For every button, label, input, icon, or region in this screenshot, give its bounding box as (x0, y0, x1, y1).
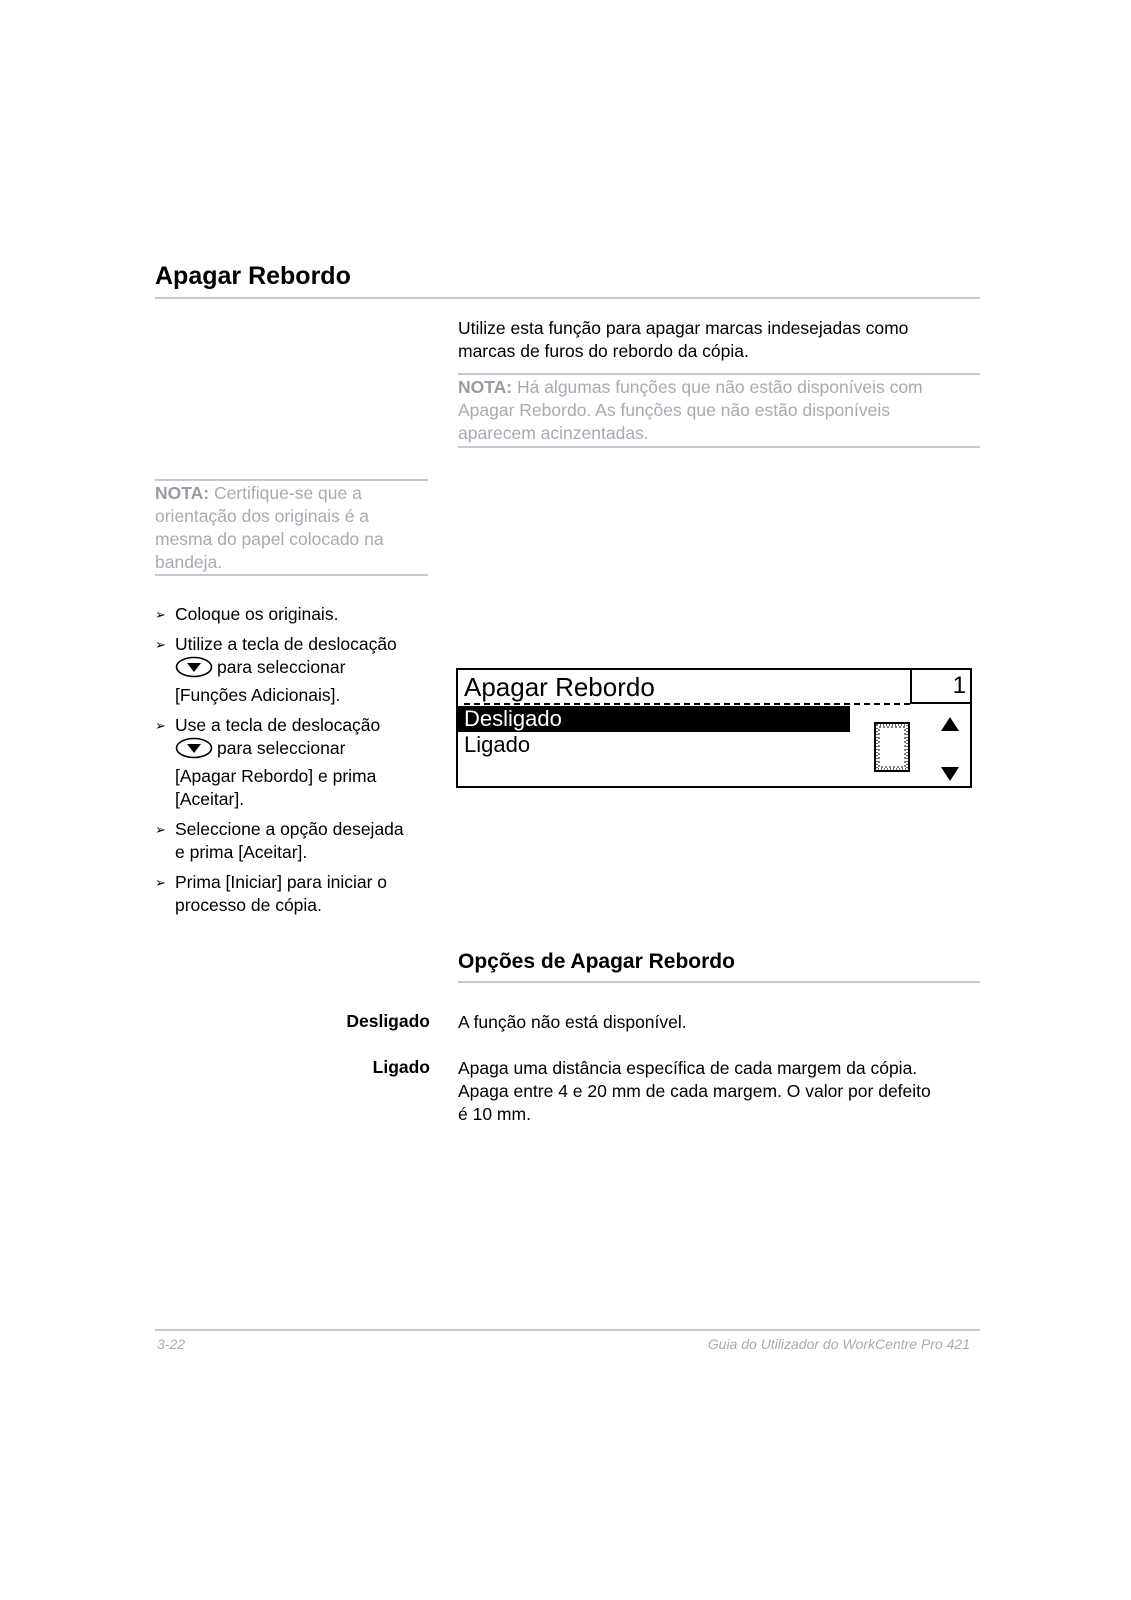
intro-line: Utilize esta função para apagar marcas indesejadas como (458, 318, 909, 338)
arrowhead-bullet-icon: ➢ (155, 822, 166, 837)
note-text: aparecem acinzentadas. (458, 423, 649, 443)
arrowhead-bullet-icon: ➢ (155, 637, 166, 652)
footer-guide-title: Guia do Utilizador do WorkCentre Pro 421 (707, 1336, 970, 1352)
lcd-page-box (910, 668, 972, 704)
note-text: Há algumas funções que não estão disponíveis com (512, 377, 923, 397)
lcd-divider (464, 703, 910, 705)
note-text: Apagar Rebordo. As funções que não estão disponíveis (458, 400, 890, 420)
note-right (458, 376, 983, 445)
lcd-title: Apagar Rebordo (464, 672, 655, 702)
note-left-bottom-rule (155, 574, 428, 576)
step-text: Coloque os originais. (175, 604, 339, 624)
step-text: Seleccione a opção desejada (175, 819, 404, 839)
note-text: orientação dos originais é a (155, 506, 370, 526)
intro-paragraph (458, 317, 978, 363)
step-text: [Aceitar]. (175, 789, 245, 809)
step-text: e prima [Aceitar]. (175, 842, 308, 862)
options-rule (458, 981, 980, 983)
option-desc-line: Apaga uma distância específica de cada margem da cópia. (458, 1058, 918, 1078)
footer-page-number: 3-22 (157, 1336, 186, 1352)
step-text: Utilize a tecla de deslocação (175, 634, 397, 654)
option-term-on: Ligado (372, 1057, 430, 1077)
note-left (155, 482, 430, 574)
lcd-screen (456, 668, 972, 788)
note-left-top-rule (155, 479, 428, 481)
list-item (155, 714, 430, 811)
step-text: [Funções Adicionais]. (175, 685, 341, 705)
scroll-down-key-icon (175, 656, 213, 684)
down-arrow-icon[interactable] (940, 766, 960, 787)
options-heading: Opções de Apagar Rebordo (458, 950, 735, 973)
note-text: mesma do papel colocado na (155, 529, 384, 549)
step-text: processo de cópia. (175, 895, 322, 915)
list-item (155, 871, 430, 917)
list-item (155, 633, 430, 707)
note-text: bandeja. (155, 552, 223, 572)
arrowhead-bullet-icon: ➢ (155, 718, 166, 733)
arrowhead-bullet-icon: ➢ (155, 607, 166, 622)
note-right-top-rule (458, 373, 980, 375)
list-item (155, 818, 430, 864)
note-label: NOTA: (155, 483, 210, 503)
step-text: para seleccionar (217, 738, 346, 758)
note-label: NOTA: (458, 377, 513, 397)
note-text: Certifique-se que a (209, 483, 362, 503)
option-desc-on (458, 1057, 983, 1126)
step-text: para seleccionar (217, 657, 346, 677)
arrowhead-bullet-icon: ➢ (155, 875, 166, 890)
lcd-page-number: 1 (952, 672, 966, 699)
lcd-option[interactable]: Ligado (464, 732, 531, 757)
page-border-icon (874, 722, 910, 777)
list-item (155, 603, 430, 626)
instruction-steps (155, 603, 430, 924)
note-right-bottom-rule (458, 446, 980, 448)
option-desc-line: é 10 mm. (458, 1104, 531, 1124)
step-text: Prima [Iniciar] para iniciar o (175, 872, 388, 892)
page-title: Apagar Rebordo (155, 262, 351, 290)
step-text: Use a tecla de deslocação (175, 715, 381, 735)
option-desc-off: A função não está disponível. (458, 1012, 687, 1032)
up-arrow-icon[interactable] (940, 716, 960, 737)
option-term-off: Desligado (346, 1011, 430, 1031)
scroll-down-key-icon (175, 737, 213, 765)
title-rule (155, 297, 980, 299)
option-desc-line: Apaga entre 4 e 20 mm de cada margem. O valor por defeito (458, 1081, 931, 1101)
footer-rule (155, 1329, 980, 1331)
lcd-option-selected[interactable]: Desligado (458, 706, 850, 732)
step-text: [Apagar Rebordo] e prima (175, 766, 377, 786)
intro-line: marcas de furos do rebordo da cópia. (458, 341, 749, 361)
